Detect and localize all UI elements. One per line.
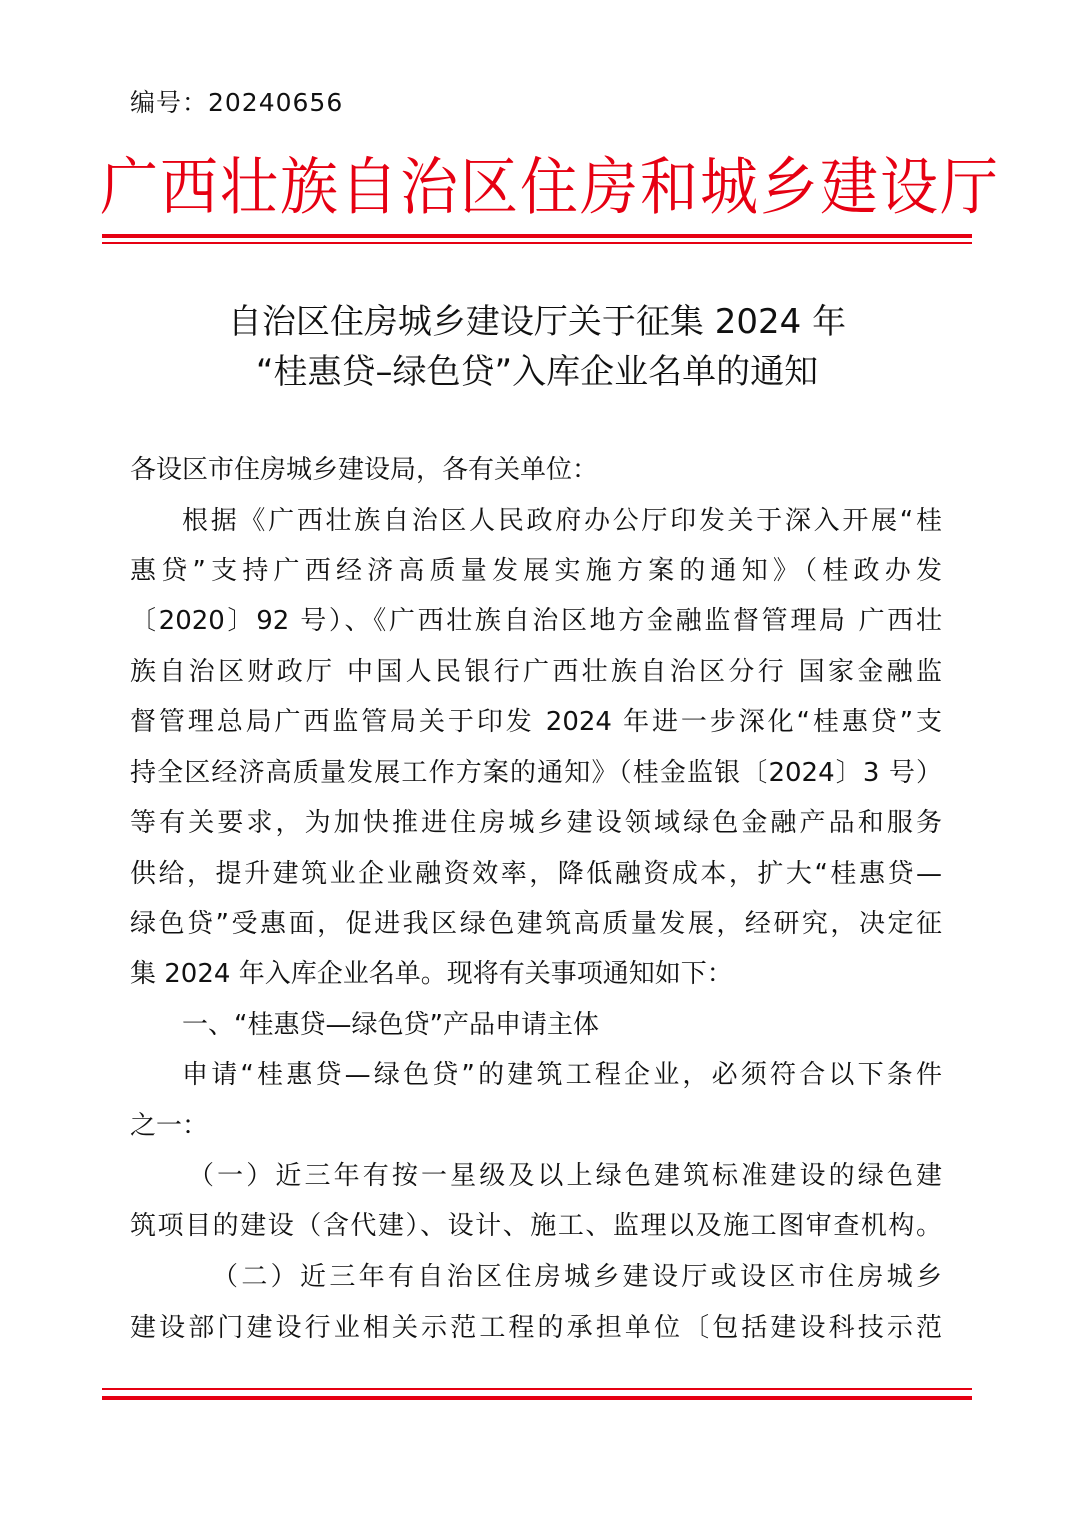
body-line: 绿色贷”受惠面，促进我区绿色建筑高质量发展，经研究，决定征 xyxy=(130,909,942,939)
body-line: 持全区经济高质量发展工作方案的通知》（桂金监银〔2024〕3 号） xyxy=(130,758,942,788)
body-line: 根据《广西壮族自治区人民政府办公厅印发关于深入开展“桂 xyxy=(182,506,942,536)
header-thin-red-rule xyxy=(102,242,972,244)
condition-2-line: （二）近三年有自治区住房城乡建设厅或设区市住房城乡 xyxy=(212,1262,942,1292)
body-line: 等有关要求，为加快推进住房城乡建设领域绿色金融产品和服务 xyxy=(130,808,942,838)
notice-title-line-1: 自治区住房城乡建设厅关于征集 2024 年 xyxy=(227,302,847,342)
body-line: 集 2024 年入库企业名单。现将有关事项通知如下： xyxy=(130,959,733,989)
body-line: 族自治区财政厅 中国人民银行广西壮族自治区分行 国家金融监 xyxy=(130,657,942,687)
body-line: 〔2020〕92 号）、《广西壮族自治区地方金融监督管理局 广西壮 xyxy=(130,606,942,636)
section-heading-1: 一、“桂惠贷—绿色贷”产品申请主体 xyxy=(182,1010,599,1040)
body-line: 之一： xyxy=(130,1111,209,1141)
notice-title-line-2: “桂惠贷–绿色贷”入库企业名单的通知 xyxy=(255,352,819,392)
condition-1-line: 筑项目的建设（含代建）、设计、施工、监理以及施工图审查机构。 xyxy=(130,1211,942,1241)
body-line: 督管理总局广西监管局关于印发 2024 年进一步深化“桂惠贷”支 xyxy=(130,707,942,737)
header-thick-red-rule xyxy=(102,234,972,238)
body-line: 惠贷”支持广西经济高质量发展实施方案的通知》（桂政办发 xyxy=(130,556,942,586)
body-line: 供给，提升建筑业企业融资效率，降低融资成本，扩大“桂惠贷— xyxy=(130,859,942,889)
footer-thin-red-rule xyxy=(102,1388,972,1390)
salutation-line: 各设区市住房城乡建设局，各有关单位： xyxy=(130,455,599,485)
issuing-organization-title: 广西壮族自治区住房和城乡建设厅 xyxy=(100,150,1001,224)
document-number: 编号：20240656 xyxy=(130,88,344,117)
footer-thick-red-rule xyxy=(102,1396,972,1400)
condition-2-line: 建设部门建设行业相关示范工程的承担单位〔包括建设科技示范 xyxy=(130,1313,942,1343)
body-line: 申请“桂惠贷—绿色贷”的建筑工程企业，必须符合以下条件 xyxy=(182,1060,942,1090)
condition-1-line: （一）近三年有按一星级及以上绿色建筑标准建设的绿色建 xyxy=(188,1161,942,1191)
